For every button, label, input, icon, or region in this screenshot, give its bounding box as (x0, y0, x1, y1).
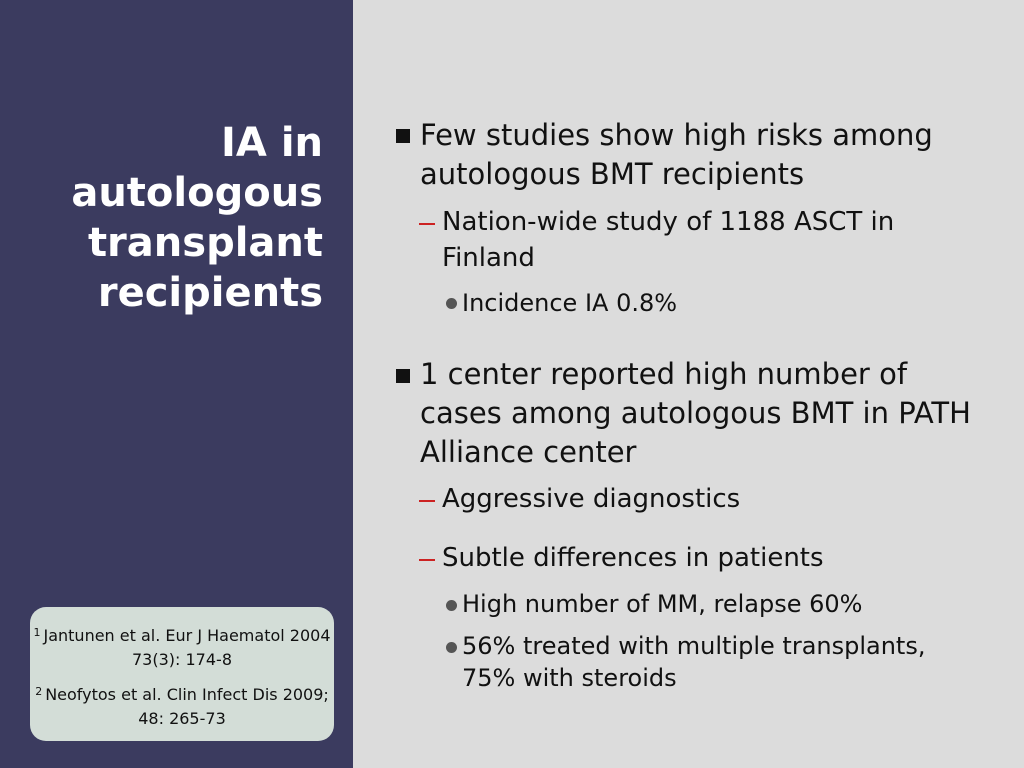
reference-1-text: Jantunen et al. Eur J Haematol 2004 73(3): 174-8 (43, 626, 331, 669)
dot-bullet-icon (446, 600, 457, 611)
bullet-2: 1 center reported high number of cases among autologous BMT in PATH Alliance center (420, 357, 971, 469)
bullet-2-2-1: High number of MM, relapse 60% (462, 590, 863, 618)
bullet-1-1-1: Incidence IA 0.8% (462, 289, 678, 317)
slide-title: IA in autologous transplant recipients (71, 120, 323, 316)
reference-2-number: 2 (35, 685, 43, 698)
square-bullet-icon (396, 129, 410, 143)
bullet-1: Few studies show high risks among autologous BMT recipients (420, 118, 933, 191)
square-bullet-icon (396, 369, 410, 383)
bullet-2-2: Subtle differences in patients (442, 543, 824, 573)
reference-1-number: 1 (33, 626, 41, 639)
dash-bullet-icon (419, 500, 435, 502)
bullet-2-2-2: 56% treated with multiple transplants, 75% with steroids (462, 632, 926, 692)
reference-2-text: Neofytos et al. Clin Infect Dis 2009; 48: 265-73 (45, 685, 329, 728)
dash-bullet-icon (419, 559, 435, 561)
bullet-2-1: Aggressive diagnostics (442, 484, 741, 514)
dot-bullet-icon (446, 298, 457, 309)
dash-bullet-icon (419, 223, 435, 225)
bullet-1-1: Nation-wide study of 1188 ASCT in Finland (442, 207, 895, 273)
dot-bullet-icon (446, 642, 457, 653)
